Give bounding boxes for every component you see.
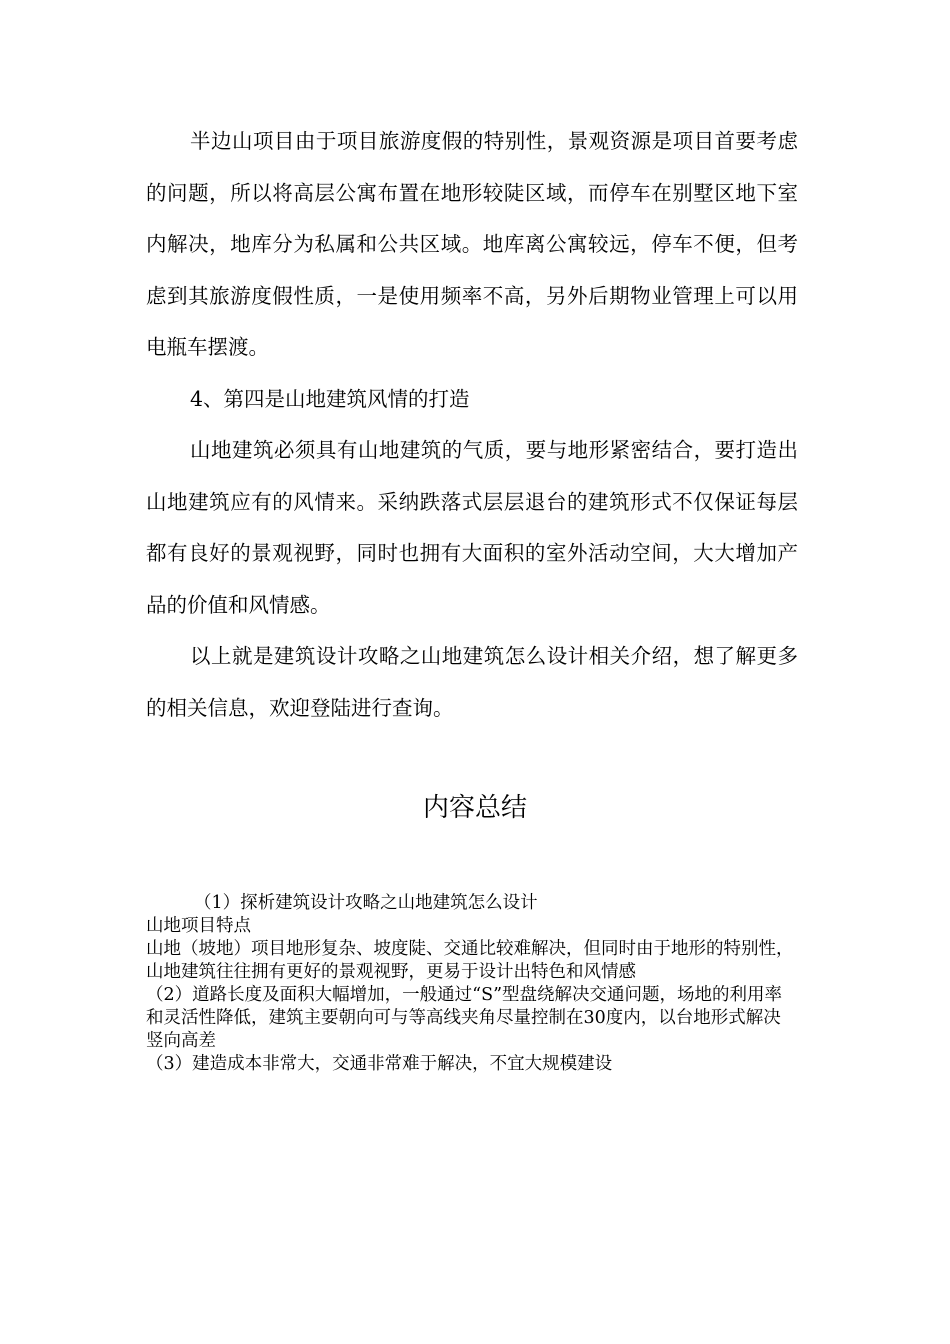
paragraph-heading-mountain-style: 4、第四是山地建筑风情的打造 [190,386,470,411]
paragraph-closing: 以上就是建筑设计攻略之山地建筑怎么设计相关介绍，想了解更多的相关信息，欢迎登陆进行查询。 [146,644,798,720]
summary-line: （2）道路长度及面积大幅增加，一般通过“S”型盘绕解决交通问题，场地的利用率和灵活性降低，建筑主要朝向可与等高线夹角尽量控制在30度内，以台地形式解决竖向高差 [146,985,783,1051]
summary-line: （3）建造成本非常大，交通非常难于解决，不宜大规模建设 [146,1054,613,1074]
summary-line: （1）探析建筑设计攻略之山地建筑怎么设计 [194,893,538,913]
summary-line: 山地项目特点 [146,916,251,936]
paragraph-mountain-architecture: 山地建筑必须具有山地建筑的气质，要与地形紧密结合，要打造出山地建筑应有的风情来。采纳跌落式层层退台的建筑形式不仅保证每层都有良好的景观视野，同时也拥有大面积的室外活动空间，大大增加产品的价值和风情感。 [146,438,798,617]
summary-line: 山地（坡地）项目地形复杂、坡度陡、交通比较难解决，但同时由于地形的特别性，山地建筑往往拥有更好的景观视野，更易于设计出特色和风情感 [146,939,794,982]
body-text [146,116,798,734]
summary-section [146,892,798,1076]
summary-title: 内容总结 [422,793,527,823]
paragraph-project-parking: 半边山项目由于项目旅游度假的特别性，景观资源是项目首要考虑的问题，所以将高层公寓布置在地形较陡区域，而停车在别墅区地下室内解决，地库分为私属和公共区域。地库离公寓较远，停车不便，但考虑到其旅游度假性质，一是使用频率不高，另外后期物业管理上可以用电瓶车摆渡。 [146,129,798,359]
